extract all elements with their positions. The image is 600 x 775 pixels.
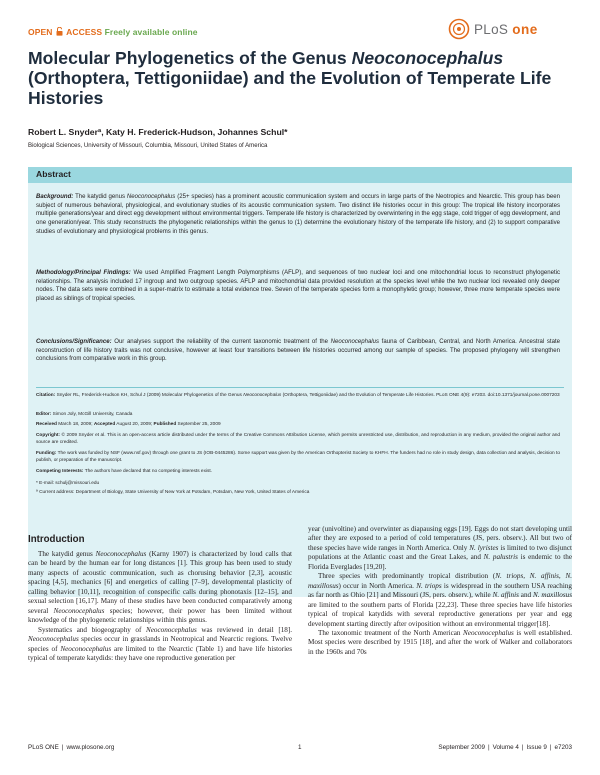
freely-available-label: Freely available online xyxy=(104,27,198,37)
citation-text-a: Snyder RL, Frederick-Hudson KH, Schul J (2009) Molecular Phylogenetics of the Genus xyxy=(55,393,244,398)
footer-journal: PLoS ONE | www.plosone.org xyxy=(28,744,115,751)
body-text: Systematics and biogeography of xyxy=(38,625,146,634)
body-paragraph xyxy=(308,525,572,572)
copyright-label: Copyright: xyxy=(36,433,61,438)
conclusions-genus: Neoconocephalus xyxy=(330,339,380,345)
current-address: ª Current address: Department of Biology, State University of New York at Potsdam, Potsdam, New York, United States of America xyxy=(36,490,310,495)
methods-text: We used Amplified Fragment Length Polymorphisms (AFLP), and sequences of two nuclear loci and one mitochondrial locus to reconstruct phylogenetic relationships. The analysis included 17 ingroup and two outgroup species. AFLP and mitochondrial data provided resolution at the species level while the two nuclear loci revealed only deeper nodes. The data sets were combined in a super-matrix to estimate a total evidence tree. Seven of the temperate species form a monophyletic group; however, three more temperate species were placed as siblings of tropical species. xyxy=(36,270,560,302)
access-label: ACCESS xyxy=(66,27,103,37)
genus-name: Neoconocephalus xyxy=(463,628,514,637)
funding-text: The work was funded by NSF (www.nsf.gov) through one grant to JS (IOB-0445286). Some support was given by the American Orthopterist Society to KHFH. The funders had no role in study design, data collection and analysis, decision to publish, or preparation of the manuscript. xyxy=(36,451,560,463)
open-access-banner xyxy=(28,27,198,37)
brand-plos: PLoS xyxy=(474,22,509,37)
conclusions-text-b: fauna of Caribbean, Central, and North America. Ancestral state reconstruction of life history traits was not conclusive, however at least four transitions between life histories occurred among our sample of species. The proposed phylogeny will strengthen conclusions from comparative work in this group. xyxy=(36,339,560,363)
page-number: 1 xyxy=(298,744,302,751)
article-title xyxy=(28,48,576,109)
published-label: Published xyxy=(153,422,177,427)
open-lock-icon xyxy=(56,27,63,36)
footer-journal-name: PLoS ONE xyxy=(28,744,59,751)
page-footer xyxy=(28,744,572,754)
received-label: Received xyxy=(36,422,57,427)
footer-article-id: e7203 xyxy=(554,744,572,751)
body-column-right xyxy=(308,525,572,657)
body-paragraph xyxy=(308,629,572,657)
species-name: N. triops xyxy=(416,581,442,590)
body-text: and xyxy=(518,591,533,600)
editor-text: Simon Joly, McGill University, Canada xyxy=(51,412,133,417)
body-text: is endemic to the Florida Everglades [19,20]. xyxy=(308,553,572,571)
body-text: are limited to the Nearctic (Table 1) and have life histories typical of temperate katydids: they have one reproductive generation per xyxy=(28,644,293,662)
body-text: ) occur in North America. xyxy=(338,581,417,590)
open-access-label: OPEN xyxy=(28,27,53,37)
body-column-left xyxy=(28,550,292,663)
citation xyxy=(36,393,560,400)
competing-text: The authors have declared that no competing interests exist. xyxy=(83,469,213,474)
body-text: The taxonomic treatment of the North American xyxy=(318,628,464,637)
body-text: is limited to two disjunct populations at the Atlantic coast and the Great Lakes, and xyxy=(308,543,572,562)
methods-label: Methodology/Principal Findings: xyxy=(36,270,131,276)
conclusions-label: Conclusions/Significance: xyxy=(36,339,112,345)
title-part-1: Molecular Phylogenetics of the Genus xyxy=(28,48,352,68)
body-text: are limited to the southern parts of Florida [22,23]. These three species have life histories typical of tropical katydids with several reproductive generations per year and egg development starting directly after oviposition without an environmental trigger[18]. xyxy=(308,600,572,628)
background-genus: Neoconocephalus xyxy=(126,194,176,200)
genus-name: Neoconocephalus xyxy=(53,606,105,615)
species-name: N. triops, N. affinis, N. maxillosus xyxy=(308,572,572,590)
footer-volume: Volume 4 xyxy=(492,744,519,751)
species-name: N. palustris xyxy=(483,553,518,562)
received-date: March 18, 2009; xyxy=(56,422,94,427)
body-text: was reviewed in detail [18]. xyxy=(196,625,293,634)
body-text: (Karny 1907) is characterized by loud calls that can be heard by the human ear for long distances [1]. This group has been used to study many aspects of acoustic communication, such as chorusing behavior [2,3], acoustic spacing [4,5], mechanics [6] and energetics of calling [7–9], developmental plasticity of calling behavior [10,11], recognition of conspecific calls during phonotaxis [12–15], and sexual selection [16,17]. Many of these studies have been conducted comparatively among several xyxy=(28,550,292,615)
journal-logo xyxy=(448,18,572,42)
body-text: Three species with predominantly tropical distribution ( xyxy=(318,572,496,581)
title-genus: Neoconocephalus xyxy=(351,48,504,68)
accepted-date: August 20, 2009; xyxy=(115,422,154,427)
abstract-background xyxy=(36,193,560,236)
competing-interests xyxy=(36,469,560,476)
abstract-divider xyxy=(36,387,564,388)
body-text: is widespread in the southern USA reaching as far north as Ohio [21] and Missouri (JS, pers. observ.), while xyxy=(308,581,573,600)
funding xyxy=(36,451,560,464)
conclusions-text-a: Our analyses support the reliability of the current taxonomic treatment of the xyxy=(111,339,331,345)
species-name: N. maxillosus xyxy=(532,591,572,600)
footer-issue-number: Issue 9 xyxy=(526,744,547,751)
genus-name: Neoconocephalus xyxy=(145,625,197,634)
title-part-3: (Orthoptera, Tettigoniidae) and the Evolution of Temperate Life Histories xyxy=(28,68,552,109)
copyright xyxy=(36,433,560,446)
genus-name: Neoconocephalus xyxy=(60,644,112,653)
body-text: species occur in grasslands in Neotropical and Nearctic regions. Twelve species of xyxy=(28,635,292,653)
abstract-conclusions xyxy=(36,338,560,364)
footer-url[interactable]: www.plosone.org xyxy=(66,744,115,751)
genus-name: Neoconocephalus xyxy=(28,635,79,644)
genus-name: Neoconocephalus xyxy=(95,550,147,558)
competing-label: Competing Interests: xyxy=(36,469,84,474)
editor-label: Editor: xyxy=(36,412,52,417)
published-date: September 25, 2009 xyxy=(176,422,221,427)
footer-date: September 2009 xyxy=(438,744,485,751)
abstract-heading: Abstract xyxy=(36,169,71,179)
citation-text-b: (Orthoptera, Tettigoniidae) and the Evolution of Temperate Life Histories. PLoS ONE 4(9): e7203. doi:10.1371/journal.pone.0007203 xyxy=(281,393,560,398)
species-name: N. affinis xyxy=(492,591,519,600)
copyright-text: © 2009 Snyder et al. This is an open-access article distributed under the terms of the Creative Commons Attribution License, which permits unrestricted use, distribution, and reproduction in any medium, provided the original author and source are credited. xyxy=(36,433,560,445)
abstract-header-bar xyxy=(28,167,572,183)
author-list: Robert L. Snyderª, Katy H. Frederick-Hudson, Johannes Schul* xyxy=(28,127,288,137)
brand-one: one xyxy=(512,22,538,37)
introduction-heading: Introduction xyxy=(28,534,85,545)
footer-issue: September 2009 | Volume 4 | Issue 9 | e7203 xyxy=(438,744,572,751)
body-text: The katydid genus xyxy=(38,550,96,558)
funding-label: Funding: xyxy=(36,451,57,456)
background-label: Background: xyxy=(36,194,74,200)
editor xyxy=(36,412,560,419)
citation-genus: Neoconocephalus xyxy=(243,393,282,398)
affiliation: Biological Sciences, University of Missouri, Columbia, Missouri, United States of America xyxy=(28,142,268,149)
abstract-methods xyxy=(36,269,560,304)
email: * E-mail: schulj@missouri.edu xyxy=(36,481,100,486)
body-text: is well established. Most species were described by 1915 [18], and after the work of Walker and collaborators in the 1960s and 70s xyxy=(308,628,572,656)
body-paragraph xyxy=(28,626,292,664)
background-text-a: The katydid genus xyxy=(73,194,127,200)
dates xyxy=(36,422,560,429)
body-text: year (univoltine) and overwinter as diapausing eggs [19]. Eggs do not start developing until after they are exposed to a period of cold temperatures (JS, pers. observ.). All but two of these species have wide ranges in North America. Only xyxy=(308,525,572,552)
accepted-label: Accepted xyxy=(93,422,116,427)
plos-logo-icon xyxy=(448,18,470,40)
body-text: species; however, their power has been limited without knowledge of the phylogenetic relationships within this genus. xyxy=(28,606,292,625)
citation-label: Citation: xyxy=(36,393,56,398)
background-text-b: (25+ species) has a prominent acoustic communication system and occurs in large parts of the Neotropics and Nearctic. This group has been subject of numerous behavioral, physiological, and evolutionary studies of its acoustic communication system. Two distinct life histories occur in this group: The tropical life history incorporates multiple generations/year and direct egg development without environmental triggers. Temperate life history is characterized by overwintering in the egg stage, cold trigger of egg development, and one generation/year. This study reconstructs the phylogenetic relationships within the genus to (1) determine the evolutionary history of the temperate life history, and (2) to support comparative studies of evolutionary and physiological problems in this genus. xyxy=(36,194,560,235)
species-name: N. lyristes xyxy=(469,543,499,552)
body-paragraph xyxy=(308,572,572,629)
body-paragraph xyxy=(28,550,292,626)
